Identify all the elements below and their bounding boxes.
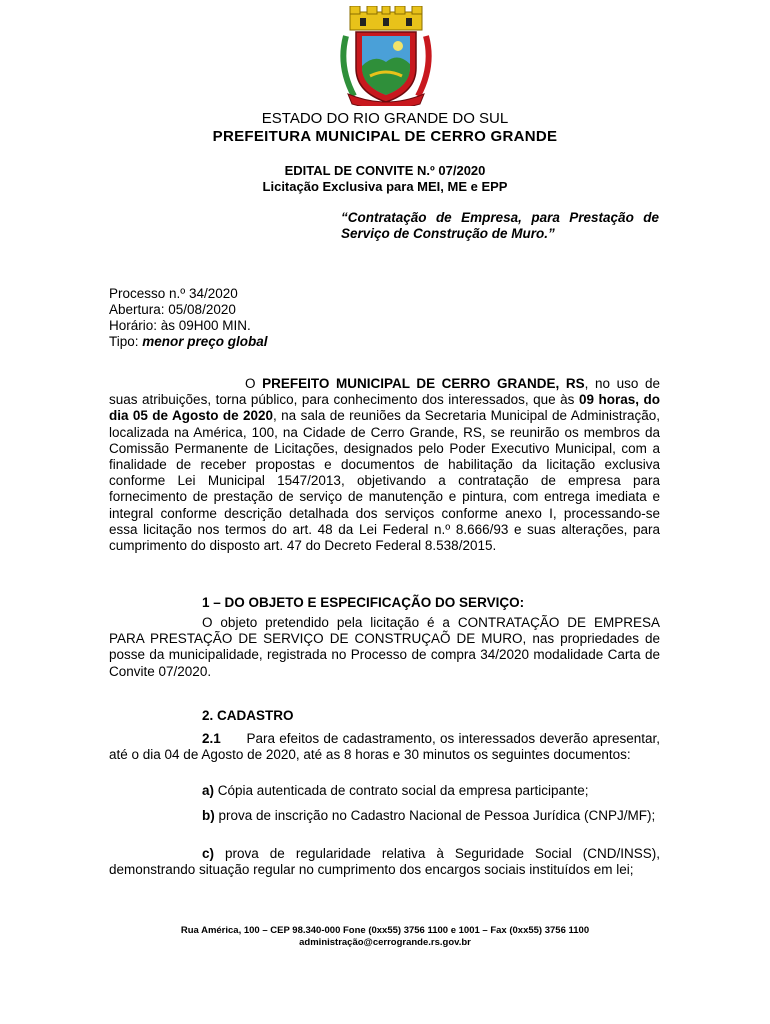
section-2-1-text [109, 731, 660, 763]
intro-bold-2: 09 horas, do dia 05 de Agosto de 2020 [109, 392, 660, 424]
opening-time: Horário: às 09H00 MIN. [109, 318, 251, 333]
section-2-1-number: 2.1 [202, 731, 221, 746]
process-number: Processo n.º 34/2020 [109, 286, 238, 301]
list-item [109, 783, 660, 799]
edital-subtitle: Licitação Exclusiva para MEI, ME e EPP [262, 179, 508, 194]
item-a-text: Cópia autenticada de contrato social da empresa participante; [217, 783, 589, 798]
footer-email: administração@cerrogrande.rs.gov.br [299, 937, 471, 948]
item-b-label: b) [202, 808, 215, 823]
intro-paragraph [109, 376, 660, 554]
section-2-1-body: Para efeitos de cadastramento, os interessados deverão apresentar, até o dia 04 de Agosto de 2020, até as 8 horas e 30 minutos os seguintes documentos: [109, 731, 660, 763]
intro-text-2: , no uso de suas atribuições, torna público, para conhecimento dos interessados, que às [109, 376, 660, 408]
footer-address: Rua América, 100 – CEP 98.340-000 Fone (0xx55) 3756 1100 e 1001 – Fax (0xx55) 3756 1100 [180, 925, 590, 936]
intro-text-3: , na sala de reuniões da Secretaria Municipal de Administração, localizada na América, 100, na Cidade de Cerro Grande, RS, se reunirão os membros da Comissão Permanente de Licitações, designados pelo Poder Executivo Municipal, com a finalidade de receber propostas e documentos de habilitação da licitação exclusiva conforme Lei Municipal 1547/2013, objetivando a contratação de empresa para fornecimento de prestação de serviço de manutenção e pintura, com entrega imediata e integral conforme descrição detalhada dos serviços conforme anexo I, processando-se essa licitação nos termos do art. 48 da Lei Federal n.º 8.666/93 e suas alterações, para cumprimento do disposto art. 47 do Decreto Federal 8.538/2015. [109, 408, 660, 554]
section-2-title: 2. CADASTRO [202, 708, 294, 723]
prefecture-name: PREFEITURA MUNICIPAL DE CERRO GRANDE [212, 128, 558, 145]
edital-object: “Contratação de Empresa, para Prestação de Serviço de Construção de Muro.” [341, 210, 659, 241]
bid-type [109, 334, 268, 350]
item-a-label: a) [202, 783, 215, 798]
bid-type-value: menor preço global [142, 334, 268, 349]
item-c-label: c) [202, 846, 215, 861]
intro-bold-1: PREFEITO MUNICIPAL DE CERRO GRANDE, RS [262, 376, 585, 391]
list-item [109, 846, 660, 878]
item-c-text: prova de regularidade relativa à Seguridade Social (CND/INSS), demonstrando situação regular no cumprimento dos encargos sociais instituídos em lei; [109, 846, 660, 878]
bid-type-label: Tipo: [109, 334, 143, 349]
intro-text-1: O [245, 376, 263, 391]
section-1-title: 1 – DO OBJETO E ESPECIFICAÇÃO DO SERVIÇO: [202, 595, 525, 610]
page-footer [0, 925, 770, 949]
list-item [109, 808, 660, 824]
opening-date: Abertura: 05/08/2020 [109, 302, 236, 317]
edital-title: EDITAL DE CONVITE N.º 07/2020 [284, 163, 486, 178]
section-1-text: O objeto pretendido pela licitação é a CONTRATAÇÃO DE EMPRESA PARA PRESTAÇÃO DE SERVIÇO DE CONSTRUÇAÕ DE MURO, nas propriedades de posse da municipalidade, registrada no Processo de compra 34/2020 modalidade Carta de Convite 07/2020. [109, 615, 660, 679]
state-name: ESTADO DO RIO GRANDE DO SUL [261, 110, 509, 127]
process-info [109, 286, 268, 350]
municipal-coat-of-arms [340, 6, 432, 106]
item-b-text: prova de inscrição no Cadastro Nacional de Pessoa Jurídica (CNPJ/MF); [218, 808, 656, 823]
